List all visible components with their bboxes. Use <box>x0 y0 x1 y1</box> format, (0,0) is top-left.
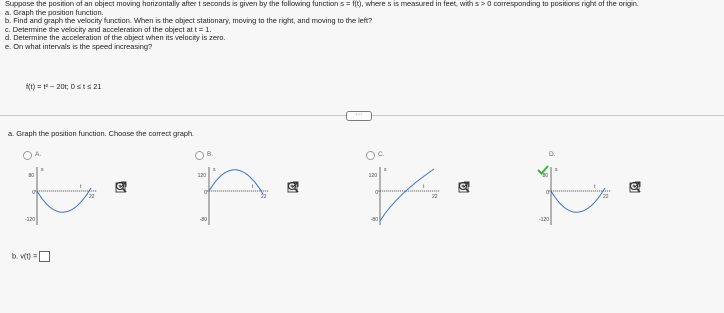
graph-3 <box>537 165 617 229</box>
option-b-radio[interactable] <box>195 151 204 160</box>
top-tick-label: 80 <box>28 173 34 179</box>
t-axis-label: t <box>252 184 254 190</box>
option-c[interactable] <box>366 151 516 231</box>
part-a-prompt: a. Graph the position function. Choose the correct graph. <box>8 129 195 138</box>
zero-tick-label: 0 <box>375 190 378 196</box>
option-d-letter: D. <box>549 151 556 158</box>
question-part-b: b. Find and graph the velocity function. When is the object stationary, moving to the right, and moving to the left? <box>5 16 373 26</box>
t-axis-label: t <box>423 184 425 190</box>
s-axis-label: s <box>213 167 216 173</box>
question-part-c: c. Determine the velocity and acceleration of the object at t = 1. <box>5 24 212 34</box>
s-axis-label: s <box>384 167 387 173</box>
s-axis-label: s <box>41 167 44 173</box>
t-tick-label: 22 <box>603 194 609 200</box>
option-d[interactable] <box>537 151 687 231</box>
t-axis-label: t <box>594 184 596 190</box>
external-link-icon[interactable] <box>629 181 641 193</box>
option-d-radio[interactable] <box>537 151 544 158</box>
velocity-answer-input[interactable] <box>39 251 50 262</box>
top-tick-label: 80 <box>542 173 548 179</box>
option-a[interactable] <box>23 151 173 231</box>
bottom-tick-label: -120 <box>24 217 35 223</box>
more-button[interactable]: ··· <box>346 111 372 121</box>
question-part-d: d. Determine the acceleration of the object when its velocity is zero. <box>5 33 226 43</box>
external-link-icon[interactable] <box>115 181 127 193</box>
s-axis-label: s <box>555 167 558 173</box>
position-curve <box>209 170 263 194</box>
t-axis-label: t <box>80 184 82 190</box>
option-a-letter: A. <box>35 151 42 158</box>
top-tick-label: 120 <box>197 173 206 179</box>
graph-2 <box>366 165 446 229</box>
position-curve <box>380 169 434 221</box>
position-formula: f(t) = t² − 20t; 0 ≤ t ≤ 21 <box>26 82 102 91</box>
top-tick-label: 120 <box>368 173 377 179</box>
part-b-label: b. v(t) = <box>12 251 38 261</box>
question-part-e: e. On what intervals is the speed increasing? <box>5 41 153 51</box>
zero-tick-label: 0 <box>204 190 207 196</box>
question-part-a: a. Graph the position function. <box>5 7 104 17</box>
graph-1 <box>195 165 275 229</box>
zero-tick-label: 0 <box>546 190 549 196</box>
option-a-radio[interactable] <box>23 151 32 160</box>
option-c-letter: C. <box>378 151 385 158</box>
position-curve <box>37 188 91 212</box>
question-text <box>5 0 719 52</box>
t-tick-label: 22 <box>89 194 95 200</box>
option-b[interactable] <box>195 151 345 231</box>
bottom-tick-label: -120 <box>538 217 549 223</box>
t-tick-label: 22 <box>432 194 438 200</box>
bottom-tick-label: -80 <box>370 217 378 223</box>
part-b-row <box>12 251 50 262</box>
option-c-radio[interactable] <box>366 151 375 160</box>
question-intro: Suppose the position of an object moving horizontally after t seconds is given by the following function s = f(t), where s is measured in feet, with s > 0 corresponding to positions right of the origin. <box>5 0 639 8</box>
external-link-icon[interactable] <box>458 181 470 193</box>
bottom-tick-label: -80 <box>199 217 207 223</box>
external-link-icon[interactable] <box>287 181 299 193</box>
graph-0 <box>23 165 103 229</box>
position-curve <box>551 188 605 212</box>
option-b-letter: B. <box>207 151 214 158</box>
t-tick-label: 22 <box>261 194 267 200</box>
zero-tick-label: 0 <box>32 190 35 196</box>
